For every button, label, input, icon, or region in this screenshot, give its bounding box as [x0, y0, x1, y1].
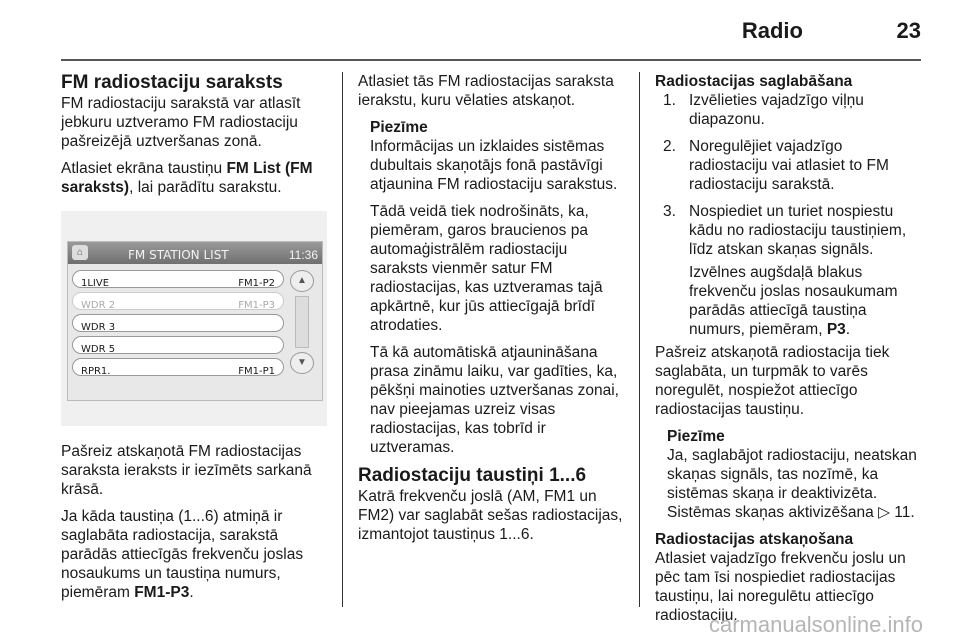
step-detail: Izvēlnes augšdaļā blakus frekvenču joslas nosaukumam parādās attiecīgā taustiņa numurs, piemēram, P3. — [689, 264, 898, 338]
column-divider — [639, 72, 640, 607]
scrollbar[interactable] — [288, 270, 316, 378]
column-1 — [61, 72, 327, 610]
note-box — [667, 427, 923, 522]
paragraph: Katrā frekvenču joslā (AM, FM1 un FM2) var saglabāt sešas radiostacijas, izmantojot taustiņus 1...6. — [358, 488, 623, 543]
paragraph: Atlasiet vajadzīgo frekvenču joslu un pēc tam īsi nospiediet radiostacijas taustiņu, lai noregulētu attiecīgo radiostaciju. — [655, 550, 906, 624]
page-header — [61, 0, 921, 62]
screen-figure — [61, 211, 327, 426]
scroll-up-icon[interactable]: ▲ — [290, 270, 314, 292]
station-row[interactable]: WDR 3 — [72, 314, 284, 332]
header-rule — [61, 59, 921, 61]
page-number: 23 — [896, 18, 921, 43]
list-item: 2. Noregulējiet vajadzīgo radiostaciju vai atlasiet to FM radiostaciju sarakstā. — [663, 138, 889, 193]
steps-list — [655, 91, 923, 259]
subheading-save: Radiostacijas saglabāšana — [655, 73, 853, 90]
note-paragraph: Ja, saglabājot radiostaciju, neatskan skaņas signāls, tas nozīmē, ka sistēmas skaņa ir deaktivizēta. Sistēmas skaņas aktivizēšana ▷ 11. — [667, 447, 917, 521]
station-list-screen — [67, 241, 323, 401]
scroll-track[interactable] — [295, 296, 309, 348]
column-divider — [342, 72, 343, 607]
screen-time: 11:36 — [288, 248, 318, 262]
note-title: Piezīme — [667, 428, 725, 445]
paragraph: Atlasiet tās FM radiostacijas saraksta ierakstu, kuru vēlaties atskaņot. — [358, 73, 614, 109]
scroll-down-icon[interactable]: ▼ — [290, 352, 314, 374]
station-row[interactable]: RPR1. FM1-P1 — [72, 358, 284, 376]
column-3 — [655, 72, 923, 633]
note-paragraph: Tā kā automātiskā atjaunināšana prasa zināmu laiku, var gadīties, ka, pēkšņi mainoties uztveršanas zonai, nav pieejamas uzreiz visas radiostacijas, kas tobrīd ir uztveramas. — [370, 344, 619, 456]
list-item: 3. Nospiediet un turiet nospiestu kādu no radiostaciju taustiņiem, līdz atskan skaņas signāls. — [663, 203, 907, 258]
screen-title: FM STATION LIST — [128, 248, 229, 262]
paragraph: Ja kāda taustiņa (1...6) atmiņā ir saglabāta radiostacija, sarakstā parādās attiecīgās frekvenču joslas nosaukums un taustiņa numurs, piemēram FM1-P3. — [61, 508, 304, 601]
paragraph: Pašreiz atskaņotā radiostacija tiek saglabāta, un turpmāk to varēs noregulēt, nospiežot attiecīgo radiostacijas taustiņu. — [655, 344, 890, 418]
station-row[interactable]: 1LIVE FM1-P2 — [72, 270, 284, 288]
station-row[interactable]: WDR 5 — [72, 336, 284, 354]
screen-title-bar — [68, 242, 322, 264]
paragraph: Atlasiet ekrāna taustiņu FM List (FM saraksts), lai parādītu sarakstu. — [61, 160, 313, 196]
section-heading: Radiostaciju taustiņi 1...6 — [358, 465, 587, 486]
paragraph: FM radiostaciju sarakstā var atlasīt jebkuru uztveramo FM radiostaciju pašreizējā uztveršanas zonā. — [61, 95, 301, 150]
note-paragraph: Tādā veidā tiek nodrošināts, ka, piemēram, garos braucienos pa automaģistrālēm radiostaciju saraksts vienmēr satur FM radiostacijas, kas uztveramas tajā apkārtnē, kur jūs attiecīgajā brīdī atrodaties. — [370, 203, 603, 334]
station-list — [72, 270, 284, 380]
column-2 — [358, 72, 624, 552]
watermark: carmanualsonline.info — [708, 612, 923, 637]
list-item: 1. Izvēlieties vajadzīgo viļņu diapazonu. — [663, 92, 864, 128]
section-title: Radio — [741, 18, 803, 43]
station-row[interactable]: WDR 2 FM1-P3 — [72, 292, 284, 310]
subheading-play: Radiostacijas atskaņošana — [655, 531, 854, 548]
section-heading: FM radiostaciju saraksts — [61, 72, 283, 93]
note-title: Piezīme — [370, 119, 428, 136]
arrow-ref-icon[interactable]: ▷ — [878, 504, 890, 521]
paragraph: Pašreiz atskaņotā FM radiostacijas saraksta ieraksts ir iezīmēts sarkanā krāsā. — [61, 443, 312, 498]
note-paragraph: Informācijas un izklaides sistēmas dubultais skaņotājs fonā pastāvīgi atjaunina FM radiostaciju sarakstus. — [370, 138, 618, 193]
note-box — [370, 118, 624, 457]
home-icon[interactable]: ⌂ — [72, 245, 88, 260]
